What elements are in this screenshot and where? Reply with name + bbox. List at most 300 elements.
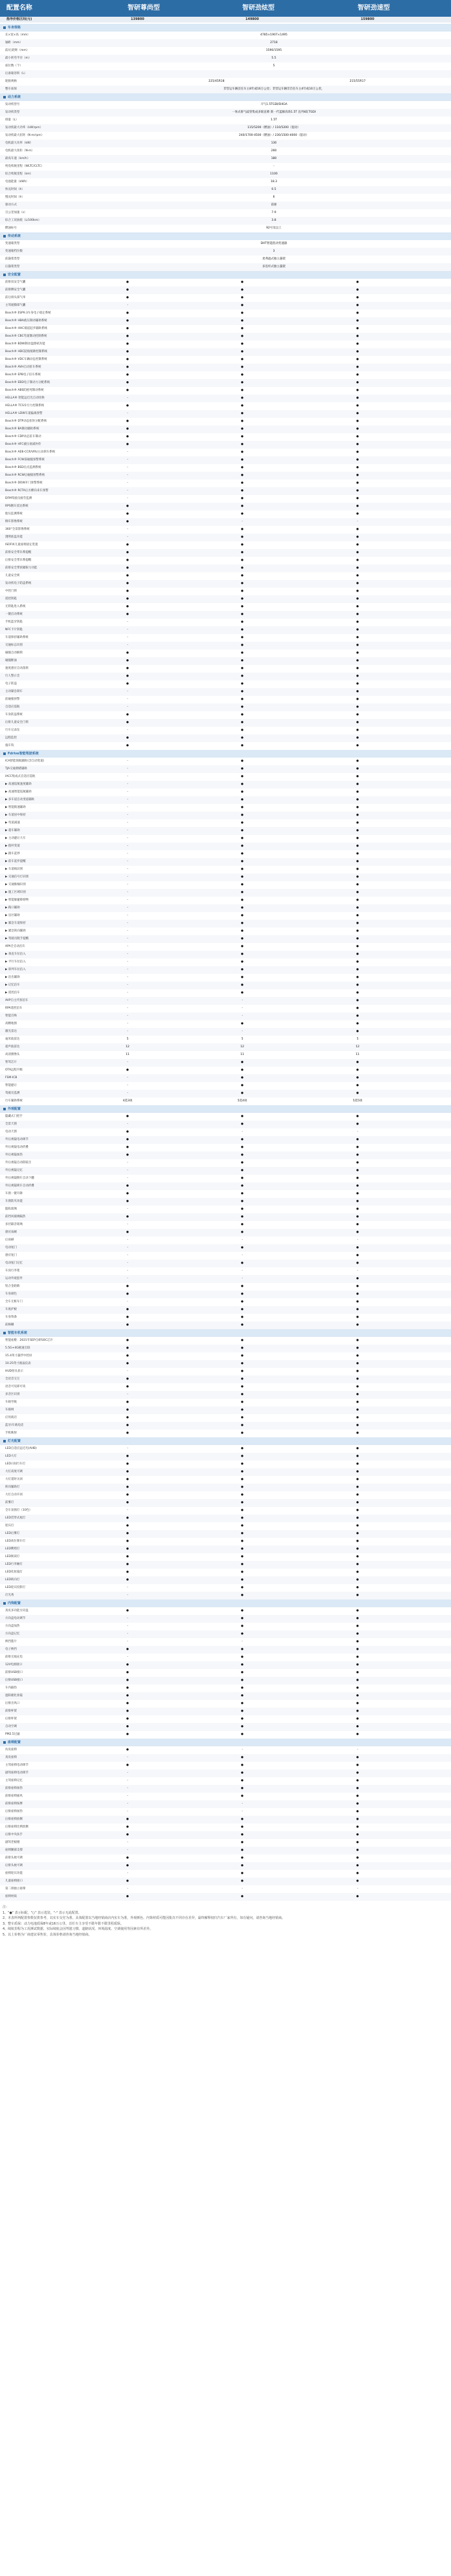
table-row	[0, 819, 451, 827]
table-row	[0, 534, 451, 541]
price-model-1: 139800	[131, 17, 144, 21]
row-value-model-2: ●	[241, 1663, 244, 1666]
table-row	[0, 1036, 451, 1043]
row-label: 外后视镜记忆	[5, 1169, 23, 1172]
row-value-model-3: -	[357, 1130, 358, 1134]
row-label: 高清摄像头	[5, 1053, 20, 1056]
row-value-model-3: ●	[356, 991, 359, 994]
table-row	[0, 163, 451, 171]
row-value-all-models: 130	[271, 142, 277, 145]
row-value-all-models: 3.8	[271, 219, 276, 222]
row-value-model-2: ●	[241, 636, 244, 639]
row-value-model-1: ●	[126, 443, 129, 446]
table-row	[0, 1213, 451, 1221]
row-value-model-1: ●	[126, 1416, 129, 1419]
row-label: ▶ 盲区辅助	[5, 914, 20, 917]
row-value-model-2: ●	[241, 1609, 244, 1612]
table-row	[0, 194, 451, 201]
row-value-model-1: ●	[126, 1864, 129, 1867]
table-row	[0, 1020, 451, 1028]
row-value-model-2: ●	[241, 1733, 244, 1736]
table-row	[0, 704, 451, 711]
row-label: 全车无框车门	[5, 1300, 23, 1303]
row-label: Bosch® EBD电子制动力分配系统	[5, 381, 50, 384]
row-value-model-1: -	[127, 628, 128, 631]
row-value-model-2: ●	[241, 1555, 244, 1558]
row-value-model-1: -	[127, 1208, 128, 1211]
table-row	[0, 201, 451, 209]
row-value-model-3: ●	[356, 651, 359, 655]
table-row	[0, 1221, 451, 1229]
row-value-model-1: 5	[126, 1038, 129, 1041]
row-value-model-3: ●	[356, 296, 359, 299]
row-label: 主动紧急刹车	[5, 690, 23, 693]
row-value-model-1: -	[127, 397, 128, 400]
row-value-model-3: ●	[356, 1215, 359, 1218]
row-label: Bosch® CDP动态驻车制动	[5, 435, 41, 438]
row-value-model-3: ●	[356, 1069, 359, 1072]
row-value-model-1: ●	[126, 543, 129, 546]
row-label: Bosch® HDC陡坡缓降控制系统	[5, 350, 48, 353]
table-row	[0, 711, 451, 719]
row-value-model-3: ●	[356, 1293, 359, 1296]
row-value-model-1: ●	[126, 319, 129, 322]
row-value-model-3: ●	[356, 883, 359, 886]
row-label: 感应雨刷	[5, 1231, 17, 1234]
table-row	[0, 773, 451, 781]
table-row	[0, 1391, 451, 1399]
row-value-all-models: DHT智能混动变速器	[260, 242, 287, 245]
row-value-model-2: ●	[241, 1092, 244, 1095]
row-value-model-3: ●	[356, 790, 359, 794]
row-label: ▶ 主动避让大车	[5, 837, 26, 840]
row-label: 手机映射	[5, 1432, 17, 1435]
row-value-model-3: ●	[356, 960, 359, 964]
row-label: 蓝牙/车载电话	[5, 1424, 24, 1427]
row-value-model-3: ●	[356, 1262, 359, 1265]
row-value-model-3: ●	[356, 984, 359, 987]
row-value-model-2: ●	[241, 984, 244, 987]
row-label: 超声波雷达	[5, 1045, 20, 1049]
row-value-model-2: ●	[241, 798, 244, 801]
row-label: 智驾芯片	[5, 1061, 17, 1064]
row-label: 驱动方式	[5, 203, 17, 207]
table-row	[0, 734, 451, 742]
row-value-model-3: ●	[356, 481, 359, 485]
row-value-model-2: ●	[241, 1833, 244, 1836]
table-row	[0, 843, 451, 850]
row-value-model-3: ●	[356, 559, 359, 562]
section-title: 灯光配置	[8, 1439, 21, 1443]
row-value-model-1: ●	[126, 667, 129, 670]
row-value-model-3: ●	[356, 1571, 359, 1574]
row-value-all-models: 5	[273, 64, 275, 68]
row-value-model-3: ●	[356, 1880, 359, 1883]
row-value-model-2: ●	[241, 1293, 244, 1296]
row-value-model-3: ●	[356, 1818, 359, 1821]
row-label: TJA交通拥堵辅助	[5, 767, 28, 770]
row-value-model-3: ●	[356, 1408, 359, 1412]
row-value-model-3: ●	[356, 597, 359, 601]
footnotes	[3, 1905, 447, 1937]
row-value-model-1: ●	[126, 605, 129, 608]
row-value-model-1: -	[127, 960, 128, 964]
row-value-model-1: -	[127, 1007, 128, 1010]
row-value-model-2: ●	[241, 1084, 244, 1087]
row-value-model-3: ●	[356, 543, 359, 546]
row-value-model-2: -	[242, 1238, 243, 1242]
row-label: Bosch® AVH自动驻车系统	[5, 366, 41, 369]
price-model-2: 149800	[245, 17, 259, 21]
row-value-model-1: ●	[126, 1362, 129, 1365]
row-label: ICA智能领航辅助(含自动变道)	[5, 760, 44, 763]
row-value-model-1: -	[127, 1092, 128, 1095]
row-value-model-2: ●	[241, 976, 244, 979]
price-label: 指导价格区间(元)	[6, 17, 32, 21]
row-value-model-1: -	[127, 929, 128, 933]
row-value-model-3: ●	[356, 760, 359, 763]
row-label: 车窗一键升降	[5, 1192, 23, 1195]
table-row	[0, 1538, 451, 1545]
table-row	[0, 974, 451, 982]
table-row	[0, 101, 451, 109]
row-value-model-2: ●	[241, 1262, 244, 1265]
row-label: ▶ 紧急转向辅助	[5, 929, 26, 933]
table-row	[0, 1059, 451, 1067]
row-value-model-3: ●	[356, 1509, 359, 1512]
row-value-model-1: -	[127, 481, 128, 485]
row-value-model-3: ●	[356, 875, 359, 879]
row-value-model-3: ●	[356, 1254, 359, 1257]
row-value-model-2: ●	[241, 435, 244, 438]
row-value-model-1: ●	[126, 582, 129, 585]
row-label: 变速箱类型	[5, 242, 20, 245]
row-value-model-1: ●	[126, 335, 129, 338]
row-label: LED转向灯	[5, 1578, 20, 1582]
row-value-model-3: ●	[356, 1146, 359, 1149]
row-value-model-3: ●	[356, 1323, 359, 1327]
table-row	[0, 1576, 451, 1584]
section-marker-icon	[3, 26, 6, 29]
row-label: 交通标志识别	[5, 644, 23, 647]
row-value-model-3: ●	[356, 1169, 359, 1172]
table-row	[0, 588, 451, 595]
row-label: 灯光秀	[5, 1594, 14, 1597]
row-value-model-1: ●	[126, 1408, 129, 1412]
row-value-model-1: ●	[126, 590, 129, 593]
row-value-model-2: 11	[240, 1053, 244, 1056]
table-row	[0, 1360, 451, 1368]
section-header	[0, 1105, 451, 1113]
table-row	[0, 310, 451, 317]
table-row	[0, 572, 451, 580]
table-row	[0, 696, 451, 704]
row-value-model-1: -	[127, 536, 128, 539]
row-value-model-2: ●	[241, 698, 244, 701]
table-row	[0, 279, 451, 286]
row-value-model-2: -	[242, 1254, 243, 1257]
model-3-header: 智研劲速型	[358, 5, 390, 12]
section-title: 动力系统	[8, 95, 21, 99]
row-value-model-3: ●	[356, 466, 359, 469]
row-value-model-2: ●	[241, 929, 244, 933]
section-header	[0, 93, 451, 101]
section-title: Fdrive智能驾驶系统	[8, 752, 39, 756]
table-row	[0, 1445, 451, 1453]
row-value-model-3: ●	[356, 1362, 359, 1365]
row-label: 座椅材质	[5, 1895, 17, 1898]
row-label: 后排座椅放倒	[5, 1818, 23, 1821]
row-value-model-2: ●	[241, 1069, 244, 1072]
row-value-model-1: ●	[126, 350, 129, 353]
row-value-model-3: ●	[356, 821, 359, 825]
row-value-model-2: ●	[241, 675, 244, 678]
row-value-model-1: -	[127, 644, 128, 647]
table-row	[0, 1159, 451, 1167]
row-value-model-1: ●	[126, 1524, 129, 1527]
row-value-model-1: -	[127, 474, 128, 477]
row-value-model-1: -	[127, 1632, 128, 1636]
row-label: 速度感应自动落锁	[5, 667, 28, 670]
table-row	[0, 387, 451, 395]
row-value-model-1: ●	[126, 435, 129, 438]
row-value-model-3: ●	[356, 775, 359, 778]
row-label: ▶ 交通锥桶识别	[5, 883, 26, 886]
row-value-model-2: ●	[241, 1115, 244, 1118]
row-value-model-2: ●	[241, 1571, 244, 1574]
section-marker-icon	[3, 752, 6, 755]
row-label: ▶ 高速巡航速度辅助	[5, 783, 32, 786]
row-label: 外后视镜电动调节	[5, 1138, 28, 1141]
row-label: Bosch® HHC坡道起步辅助系统	[5, 327, 48, 330]
row-value-all-models: -	[273, 165, 274, 168]
row-label: ▶ 平行车位泊入	[5, 960, 26, 964]
row-value-model-1: -	[127, 837, 128, 840]
row-value-model-2: ●	[241, 342, 244, 346]
row-value-model-1: ●	[126, 358, 129, 361]
row-value-model-2: ●	[241, 914, 244, 917]
row-value-model-3: ●	[356, 1200, 359, 1203]
table-row	[0, 70, 451, 78]
row-value-model-3: ●	[356, 1517, 359, 1520]
row-value-model-2: ●	[241, 621, 244, 624]
table-row	[0, 1383, 451, 1391]
row-value-model-2: ●	[241, 1138, 244, 1141]
row-value-model-3: ●	[356, 1153, 359, 1157]
table-row	[0, 982, 451, 989]
table-row	[0, 1561, 451, 1569]
table-row	[0, 1267, 451, 1275]
row-label: 第二排独立座椅	[5, 1887, 26, 1890]
row-value-model-1: ●	[126, 1825, 129, 1829]
row-value-model-3: ●	[356, 489, 359, 492]
row-value-model-2: ●	[241, 1771, 244, 1775]
row-value-model-3: ●	[356, 1231, 359, 1234]
row-value-model-1: ●	[126, 659, 129, 662]
row-label: OTA远程升级	[5, 1069, 23, 1072]
row-value-model-3: 215/55R17	[349, 80, 366, 83]
table-row	[0, 1638, 451, 1646]
row-value-model-1: -	[127, 937, 128, 940]
row-value-model-1: ●	[126, 1153, 129, 1157]
row-value-model-1: -	[127, 829, 128, 832]
row-value-model-2: ●	[241, 296, 244, 299]
table-row	[0, 920, 451, 928]
row-value-model-3: ●	[356, 1370, 359, 1373]
row-value-model-2: ●	[241, 1323, 244, 1327]
row-label: 车身颜色	[5, 1293, 17, 1296]
row-label: ▶ 智能限速辅助	[5, 806, 26, 809]
row-value-model-2: ●	[241, 821, 244, 825]
row-value-model-1: -	[127, 1779, 128, 1782]
row-value-model-3: ●	[356, 845, 359, 848]
row-value-model-3: ●	[356, 304, 359, 307]
row-label: 副驾座椅电动调节	[5, 1771, 28, 1775]
row-value-model-2: ●	[241, 1246, 244, 1249]
row-label: 发动机最大扭矩（N·m/rpm）	[5, 134, 44, 137]
row-value-model-1: ●	[126, 651, 129, 655]
row-value-model-1: ●	[126, 1671, 129, 1674]
row-label: LED行李厢灯	[5, 1563, 23, 1566]
row-value-model-1: ●	[126, 1856, 129, 1860]
row-label: 前碰撞预警	[5, 698, 20, 701]
row-value-all-models: 115/5200（燃油）/ 110/5200（混动）	[247, 126, 301, 129]
row-value-model-2: ●	[241, 1200, 244, 1203]
row-label: 后排出风口	[5, 1702, 20, 1705]
table-row	[0, 1646, 451, 1654]
row-value-model-3: ●	[356, 1756, 359, 1759]
row-value-model-1: ●	[126, 1462, 129, 1466]
row-label: 前后排头部气帘	[5, 296, 26, 299]
row-value-model-2: ●	[241, 945, 244, 948]
table-row	[0, 858, 451, 866]
row-value-model-2: ●	[241, 651, 244, 655]
row-value-model-2: ●	[241, 312, 244, 315]
row-label: ▶ 路口辅助	[5, 906, 20, 910]
row-value-model-2: ●	[241, 1339, 244, 1342]
row-value-model-3: ●	[356, 1663, 359, 1666]
row-value-model-1: -	[127, 1849, 128, 1852]
table-row	[0, 1152, 451, 1159]
row-value-model-3: ●	[356, 373, 359, 377]
row-label: ▶ 斜列车位泊入	[5, 968, 26, 971]
row-value-model-1: -	[127, 783, 128, 786]
row-value-model-2: ●	[241, 574, 244, 577]
row-value-model-2: ●	[241, 1625, 244, 1628]
row-value-model-2: ●	[241, 1076, 244, 1079]
row-value-model-1: -	[127, 1277, 128, 1280]
row-value-model-3: ●	[356, 1277, 359, 1280]
row-label: LED自适应远近光(AHB)	[5, 1447, 37, 1450]
table-row	[0, 1399, 451, 1406]
row-label: 发动机最大功率（kW/rpm）	[5, 126, 43, 129]
table-row	[0, 1260, 451, 1267]
table-row	[0, 1422, 451, 1430]
row-label: RPS倒车雷达系统	[5, 505, 28, 508]
table-row	[0, 1816, 451, 1824]
row-value-model-3: ●	[356, 953, 359, 956]
table-row	[0, 1051, 451, 1059]
row-value-model-2: ●	[241, 505, 244, 508]
row-value-model-1: ●	[126, 404, 129, 407]
row-value-model-2: ●	[241, 1493, 244, 1497]
row-value-model-1: -	[127, 1014, 128, 1018]
row-label: 儿童座椅接口	[5, 1880, 23, 1883]
row-value-model-2: ●	[241, 1540, 244, 1543]
row-value-model-3: ●	[356, 968, 359, 971]
row-label: 应用商店	[5, 1416, 17, 1419]
table-row	[0, 1028, 451, 1036]
row-label: 高精地图	[5, 1022, 17, 1025]
table-row	[0, 395, 451, 402]
table-row	[0, 1847, 451, 1854]
row-value-model-3: ●	[356, 1007, 359, 1010]
row-value-model-2: ●	[241, 1362, 244, 1365]
row-value-model-2: -	[242, 1802, 243, 1806]
row-value-model-3: ●	[356, 1022, 359, 1025]
row-label: 长×宽×高（mm）	[5, 33, 30, 37]
row-value-model-1: -	[127, 1787, 128, 1790]
row-value-model-1: ●	[126, 1540, 129, 1543]
row-value-model-2: ●	[241, 543, 244, 546]
row-value-model-2: ●	[241, 397, 244, 400]
row-value-model-2: ●	[241, 1153, 244, 1157]
table-row	[0, 781, 451, 789]
table-row	[0, 1484, 451, 1491]
section-marker-icon	[3, 235, 6, 238]
row-value-all-models: 7.9	[271, 211, 276, 214]
table-row	[0, 433, 451, 441]
row-label: 行人警示音	[5, 675, 20, 678]
row-value-model-1: ●	[126, 1733, 129, 1736]
row-value-model-3: ●	[356, 1856, 359, 1860]
table-row	[0, 1190, 451, 1198]
row-value-model-1: ●	[126, 1316, 129, 1319]
row-value-model-2: ●	[241, 1478, 244, 1481]
row-value-model-1: ●	[126, 288, 129, 292]
row-label: 主驾座椅电动调节	[5, 1764, 28, 1767]
row-value-model-1: -	[127, 899, 128, 902]
row-value-model-2: ●	[241, 775, 244, 778]
row-value-model-1: -	[127, 991, 128, 994]
row-value-model-2: ●	[241, 729, 244, 732]
row-value-model-1: -	[127, 945, 128, 948]
row-label: 前排安全带未系提醒	[5, 551, 32, 554]
row-label: 自适应巡航	[5, 705, 20, 709]
row-value-model-3: ●	[356, 1223, 359, 1226]
row-value-model-1: 4选3项	[122, 1099, 133, 1103]
table-row	[0, 1793, 451, 1800]
table-row	[0, 850, 451, 858]
section-title: 座椅配置	[8, 1741, 21, 1744]
row-value-model-2: ●	[241, 451, 244, 454]
row-value-model-2: ●	[241, 1455, 244, 1458]
table-row	[0, 472, 451, 480]
row-value-model-2: ●	[241, 1308, 244, 1311]
row-value-model-1: -	[127, 806, 128, 809]
table-row	[0, 86, 451, 93]
row-value-model-2: ●	[241, 721, 244, 724]
row-value-model-3: ●	[356, 1563, 359, 1566]
row-value-model-1: ●	[126, 574, 129, 577]
row-label: 后排头枕可调	[5, 1864, 23, 1867]
row-value-model-1: -	[127, 497, 128, 500]
row-label: AVP自主代客泊车	[5, 999, 28, 1002]
row-value-model-2: -	[242, 999, 243, 1002]
row-value-model-1: -	[127, 1269, 128, 1273]
row-value-model-2: ●	[241, 566, 244, 570]
row-value-all-models: 麦弗逊式独立悬架	[262, 257, 285, 261]
